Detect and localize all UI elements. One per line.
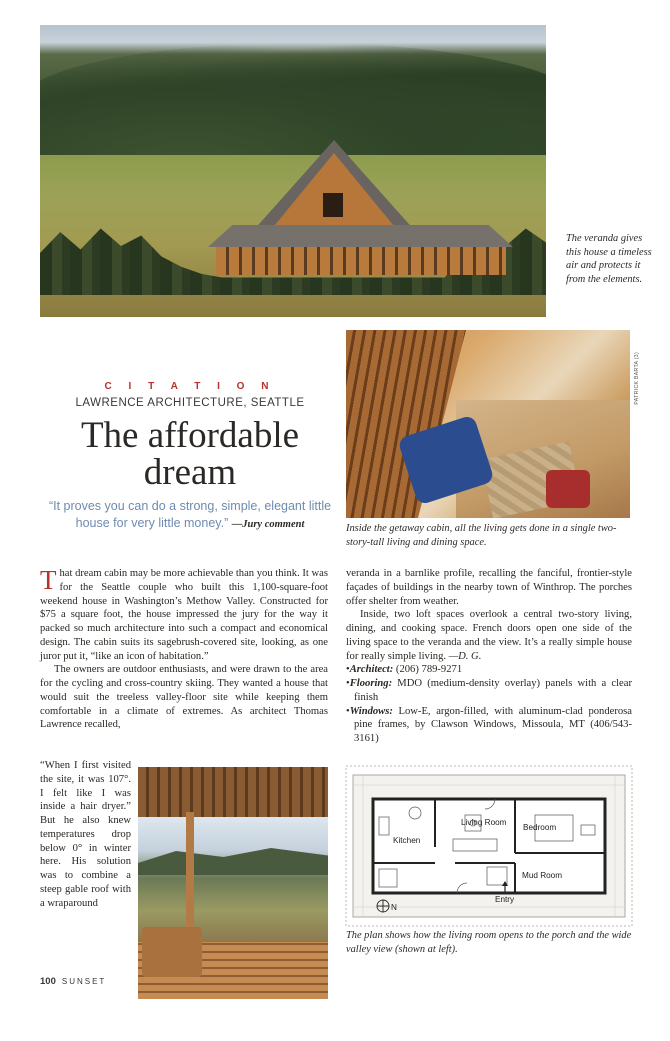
quote-attribution: —Jury comment <box>231 519 305 530</box>
hero-photo-caption: The veranda gives this house a timeless air and protects it from the elements. <box>566 233 652 285</box>
page-folio <box>40 976 106 987</box>
plan-label-living-room: Living Room <box>461 818 507 827</box>
north-arrow-icon <box>377 900 389 912</box>
plan-label-kitchen: Kitchen <box>393 836 421 845</box>
citation-kicker: C I T A T I O N <box>104 381 276 392</box>
living-photo-caption: Inside the getaway cabin, all the living gets done in a single two-story-tall living and dining space. <box>346 523 617 548</box>
title-line-1: The affordable <box>80 415 300 456</box>
living-room-photo <box>346 330 630 518</box>
title-line-2: dream <box>143 452 237 493</box>
floor-plan-diagram <box>345 765 633 927</box>
spec-flooring: •Flooring: MDO (medium-density overlay) panels with a clear finish <box>346 678 632 703</box>
jury-quote <box>40 498 340 533</box>
body-column-2 <box>346 567 632 746</box>
spec-architect: •Architect: (206) 789-9271 <box>346 664 463 676</box>
body-column-1 <box>40 567 328 732</box>
magazine-name: SUNSET <box>61 977 107 986</box>
plan-label-bedroom: Bedroom <box>523 823 557 832</box>
plan-caption: The plan shows how the living room opens to the porch and the wide valley view (shown at left). <box>346 930 632 955</box>
hero-photo-cabin-exterior <box>40 25 546 317</box>
body-paragraph-4: Inside, two loft spaces overlook a central two-story living, dining, and cooking space. French doors open one side of the living space to the veranda and the view. It’s a really simple house for really simple living. —D. G. <box>346 609 632 662</box>
porch-view-photo <box>138 767 328 999</box>
page-title <box>40 417 340 491</box>
author-initials: —D. G. <box>448 650 482 662</box>
plan-label-entry: Entry <box>495 895 515 904</box>
photo-credit: PATRICK BARTA (3) <box>634 352 640 405</box>
body-paragraph-1: That dream cabin may be more achievable than you think. It was for the Seattle couple who built this 1,100-square-foot weekend house in Washington’s Methow Valley. Constructed for $75 a square foot, the house impressed the jury for the way it packed so much architecture into such a compact and economical design. The cabin suits its sagebrush-covered site, looking, as one juror put it, “like an icon of habitation.” <box>40 565 328 662</box>
plan-label-mud-room: Mud Room <box>522 871 563 880</box>
spec-windows: •Windows: Low-E, argon-filled, with aluminum-clad ponderosa pine frames, by Clawson Windows, Missoula, MT (406/543-3161) <box>346 705 632 744</box>
body-paragraph-2-continued: “When I first visited the site, it was 107°. I felt like I was inside a hair dryer.” But he also knew temperatures drop below 0° in winter here. His solution was to combine a steep gable roof with a wraparound <box>40 760 131 909</box>
north-label: N <box>391 903 397 912</box>
drop-cap: T <box>40 565 57 595</box>
firm-name: LAWRENCE ARCHITECTURE, SEATTLE <box>75 397 305 409</box>
quote-text: “It proves you can do a strong, simple, elegant little house for very little money.” <box>48 499 332 530</box>
body-paragraph-3: veranda in a barnlike profile, recalling the fanciful, frontier-style façades of buildings in the nearby town of Winthrop. The porches offer shelter from weather. <box>346 568 632 607</box>
body-paragraph-2: The owners are outdoor enthusiasts, and were drawn to the area for the cycling and cross-country skiing. They wanted a house that would suit the treeless valley-floor site while keeping them comfortable in a climate of extremes. As architect Thomas Lawrence recalled, <box>40 664 328 731</box>
page-number: 100 <box>40 976 56 987</box>
